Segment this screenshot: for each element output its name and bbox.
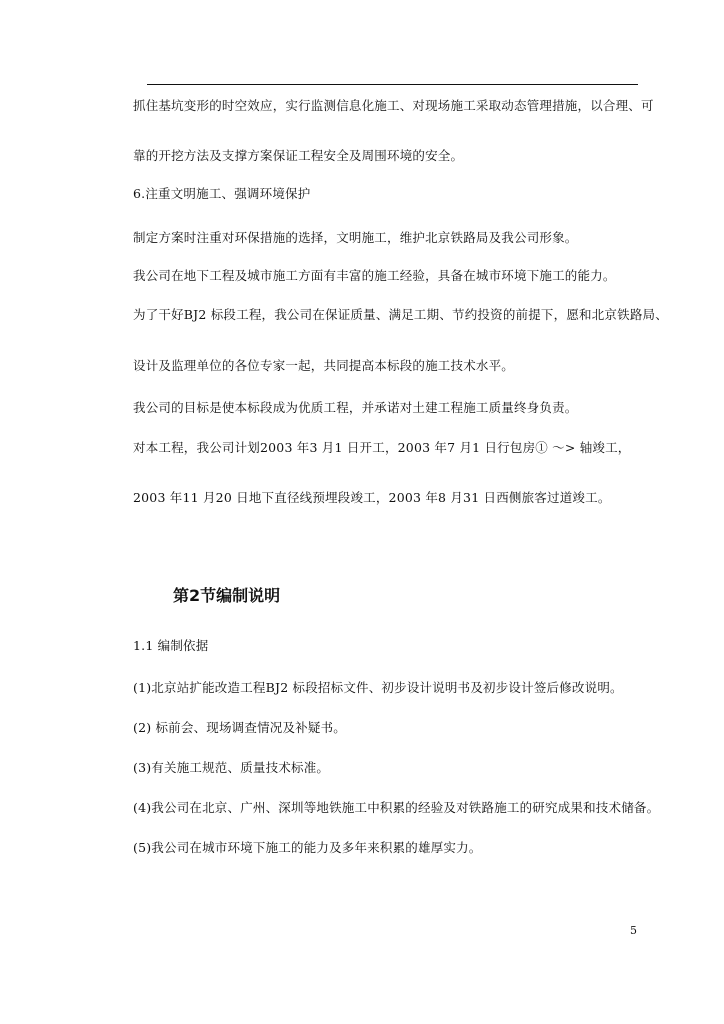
text-line: 6.注重文明施工、强调环境保护 [133,186,311,201]
page-number: 5 [630,924,637,937]
subsection-title: 1.1 编制依据 [133,638,209,653]
text-line: 我公司在地下工程及城市施工方面有丰富的施工经验，具备在城市环境下施工的能力。 [133,268,616,283]
text-line: 靠的开挖方法及支撑方案保证工程安全及周围环境的安全。 [133,148,464,163]
basis-item: (1)北京站扩能改造工程BJ2 标段招标文件、初步设计说明书及初步设计签后修改说明。 [133,680,623,695]
basis-item: (5)我公司在城市环境下施工的能力及多年来积累的雄厚实力。 [133,840,482,855]
text-line: 我公司的目标是使本标段成为优质工程，并承诺对土建工程施工质量终身负责。 [133,400,578,415]
text-line: 2003 年11 月20 日地下直径线预埋段竣工，2003 年8 月31 日西侧旅客过道竣工。 [133,490,611,505]
basis-item: (4)我公司在北京、广州、深圳等地铁施工中积累的经验及对铁路施工的研究成果和技术储备。 [133,800,660,815]
basis-item: (3)有关施工规范、质量技术标准。 [133,760,330,775]
section-heading: 第2节编制说明 [173,586,281,605]
text-line: 抓住基坑变形的时空效应，实行监测信息化施工、对现场施工采取动态管理措施，以合理、可 [133,98,654,113]
text-line: 对本工程，我公司计划2003 年3 月1 日开工，2003 年7 月1 日行包房① ～> 轴竣工， [133,440,631,455]
text-line: 制定方案时注重对环保措施的选择，文明施工，维护北京铁路局及我公司形象。 [133,230,578,245]
text-line: 设计及监理单位的各位专家一起，共同提高本标段的施工技术水平。 [133,358,515,373]
text-line: 为了干好BJ2 标段工程，我公司在保证质量、满足工期、节约投资的前提下，愿和北京铁路局、 [133,307,668,322]
header-rule [147,84,638,85]
basis-item: (2) 标前会、现场调查情况及补疑书。 [133,720,346,735]
